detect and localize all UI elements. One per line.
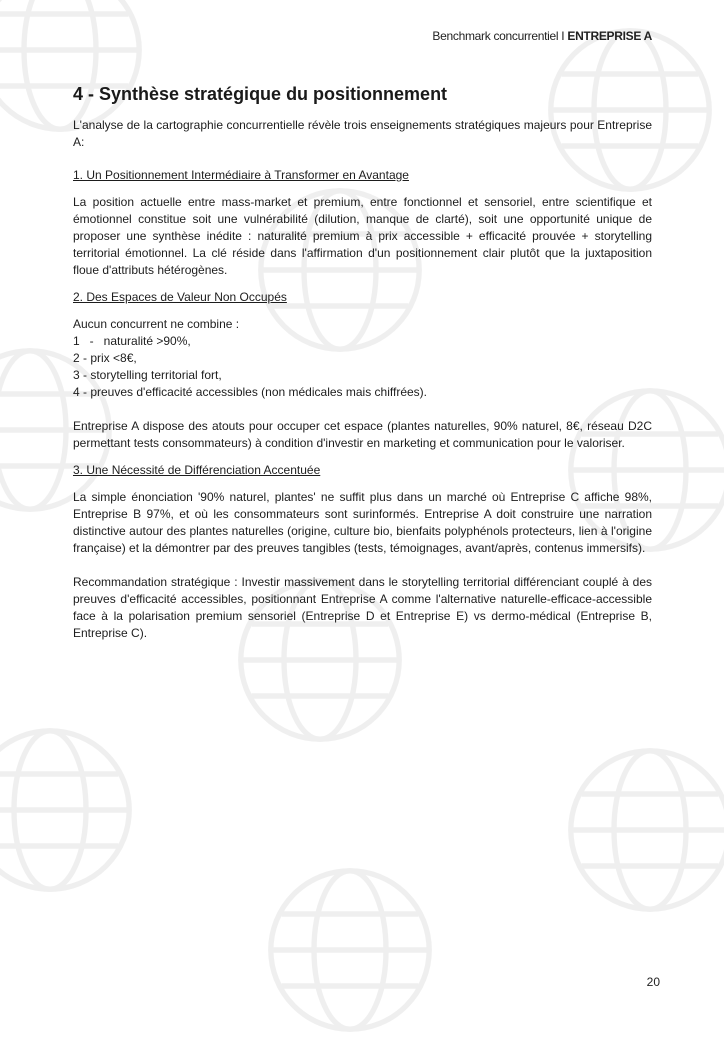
recommendation-paragraph: Recommandation stratégique : Investir massivement dans le storytelling territorial différenciant couplé à des preuves d'efficacité accessibles, positionnant Entreprise A comme l'alternative naturelle-efficace-accessible face à la polarisation premium sensoriel (Entreprise D et Entreprise E) vs dermo-médical (Entreprise B, Entreprise C). xyxy=(73,575,652,640)
list-item: 1 - naturalité >90%, xyxy=(73,334,191,348)
list-lead: Aucun concurrent ne combine : xyxy=(73,317,240,331)
watermark-globe-icon xyxy=(0,720,140,900)
intro-paragraph: L'analyse de la cartographie concurrentielle révèle trois enseignements stratégiques majeurs pour Entreprise A: xyxy=(73,118,652,149)
list-item: 4 - preuves d'efficacité accessibles (non médicales mais chiffrées). xyxy=(73,385,428,399)
section-body-1: La position actuelle entre mass-market et premium, entre fonctionnel et sensoriel, entre scientifique et émotionnel constitue soit une vulnérabilité (dilution, manque de clarté), soit une opportunité unique de proposer une synthèse inédite : naturalité premium à prix accessible + efficacité prouvée + storytelling territorial émotionnel. La clé réside dans l'affirmation d'un positionnement clair plutôt que la juxtaposition floue d'attributs hétérogènes. xyxy=(73,195,652,277)
page-header xyxy=(432,29,652,43)
watermark-globe-icon xyxy=(260,860,440,1040)
list-item: 3 - storytelling territorial fort, xyxy=(73,368,222,382)
section-body-3: La simple énonciation '90% naturel, plantes' ne suffit plus dans un marché où Entreprise C affiche 98%, Entreprise B 97%, et où les consommateurs sont surinformés. Entreprise A doit construire une narration distinctive autour des plantes naturelles (origine, culture bio, bienfaits polyphénols protecteurs, lien à l'origine française) et la démontrer par des preuves tangibles (tests, témoignages, avant/après, contenus immersifs). xyxy=(73,490,652,555)
page-title: 4 - Synthèse stratégique du positionnement xyxy=(73,84,448,104)
main-content xyxy=(73,84,652,642)
section-heading-2: 2. Des Espaces de Valeur Non Occupés xyxy=(73,290,287,304)
watermark-globe-icon xyxy=(560,740,724,920)
section-heading-1: 1. Un Positionnement Intermédiaire à Transformer en Avantage xyxy=(73,168,409,182)
header-company: ENTREPRISE A xyxy=(567,29,652,43)
list-item: 2 - prix <8€, xyxy=(73,351,137,365)
section-body-2: Entreprise A dispose des atouts pour occuper cet espace (plantes naturelles, 90% naturel, 8€, réseau D2C permettant tests consommateurs) à condition d'investir en marketing et communication pour le valoriser. xyxy=(73,419,652,450)
section-list-2 xyxy=(73,316,652,401)
page-number: 20 xyxy=(646,975,660,989)
header-separator: I xyxy=(558,29,568,43)
header-doc-title: Benchmark concurrentiel xyxy=(432,29,559,43)
section-heading-3: 3. Une Nécessité de Différenciation Accentuée xyxy=(73,463,321,477)
